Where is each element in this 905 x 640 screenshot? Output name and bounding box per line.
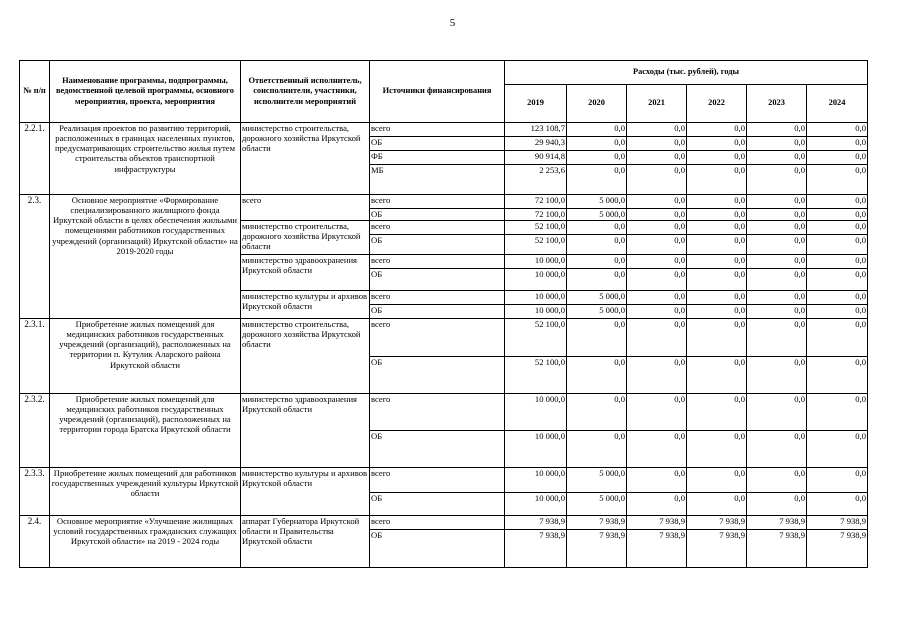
expense-value: 0,0 (687, 269, 747, 291)
expense-value: 0,0 (747, 137, 807, 151)
responsible-cell: министерство строительства, дорожного хозяйства Иркутской области (241, 221, 370, 255)
expense-value: 0,0 (807, 291, 868, 305)
section-number: 2.3. (20, 195, 50, 319)
expense-value: 0,0 (807, 394, 868, 431)
expense-value: 0,0 (807, 255, 868, 269)
expense-value: 0,0 (627, 394, 687, 431)
expense-value: 0,0 (807, 195, 868, 209)
expense-value: 52 100,0 (505, 319, 567, 357)
funding-source: ОБ (370, 357, 505, 394)
expense-value: 7 938,9 (567, 516, 627, 530)
expense-value: 0,0 (567, 165, 627, 195)
expense-value: 5 000,0 (567, 195, 627, 209)
expense-value: 10 000,0 (505, 305, 567, 319)
expense-value: 10 000,0 (505, 468, 567, 493)
funding-source: ОБ (370, 305, 505, 319)
expense-value: 0,0 (687, 235, 747, 255)
table-row (20, 516, 868, 530)
expense-value: 0,0 (627, 235, 687, 255)
expense-value: 10 000,0 (505, 493, 567, 516)
expense-value: 0,0 (567, 319, 627, 357)
expense-value: 7 938,9 (747, 516, 807, 530)
responsible-cell: министерство строительства, дорожного хозяйства Иркутской области (241, 123, 370, 195)
expense-value: 0,0 (807, 123, 868, 137)
expense-value: 0,0 (807, 269, 868, 291)
expense-value: 0,0 (567, 255, 627, 269)
table-body (20, 123, 868, 568)
responsible-cell: министерство культуры и архивов Иркутской области (241, 291, 370, 319)
expense-value: 0,0 (687, 123, 747, 137)
expense-value: 0,0 (687, 394, 747, 431)
funding-source: ОБ (370, 137, 505, 151)
funding-source: всего (370, 255, 505, 269)
expense-value: 0,0 (807, 235, 868, 255)
expense-value: 10 000,0 (505, 255, 567, 269)
funding-source: ОБ (370, 431, 505, 468)
expense-value: 7 938,9 (687, 530, 747, 568)
expense-value: 7 938,9 (687, 516, 747, 530)
table-row (20, 123, 868, 137)
expense-value: 0,0 (627, 431, 687, 468)
funding-source: ОБ (370, 530, 505, 568)
expense-value: 5 000,0 (567, 468, 627, 493)
expense-value: 0,0 (567, 221, 627, 235)
expense-value: 5 000,0 (567, 291, 627, 305)
expense-value: 0,0 (747, 269, 807, 291)
expense-value: 0,0 (687, 151, 747, 165)
expense-value: 0,0 (807, 151, 868, 165)
responsible-cell: министерство здравоохранения Иркутской области (241, 255, 370, 291)
expense-value: 0,0 (747, 431, 807, 468)
expense-value: 0,0 (567, 123, 627, 137)
expense-value: 7 938,9 (505, 516, 567, 530)
expense-value: 0,0 (687, 255, 747, 269)
section-number: 2.3.3. (20, 468, 50, 516)
header-year: 2024 (807, 85, 868, 123)
expense-value: 0,0 (747, 255, 807, 269)
expense-value: 0,0 (807, 468, 868, 493)
expense-value: 0,0 (627, 305, 687, 319)
table-row (20, 394, 868, 431)
expense-value: 7 938,9 (567, 530, 627, 568)
expense-value: 0,0 (687, 137, 747, 151)
funding-source: всего (370, 221, 505, 235)
expense-value: 0,0 (567, 137, 627, 151)
expense-value: 7 938,9 (505, 530, 567, 568)
expense-value: 0,0 (627, 291, 687, 305)
expense-value: 0,0 (567, 394, 627, 431)
section-number: 2.3.2. (20, 394, 50, 468)
expense-value: 0,0 (567, 235, 627, 255)
expense-value: 123 108,7 (505, 123, 567, 137)
expense-value: 0,0 (747, 468, 807, 493)
expense-value: 0,0 (747, 151, 807, 165)
expense-value: 0,0 (627, 209, 687, 221)
expense-value: 52 100,0 (505, 357, 567, 394)
expense-value: 29 940,3 (505, 137, 567, 151)
expense-value: 0,0 (807, 493, 868, 516)
header-expenses: Расходы (тыс. рублей), годы (505, 61, 868, 85)
expense-value: 0,0 (567, 151, 627, 165)
expense-value: 0,0 (627, 468, 687, 493)
expense-value: 10 000,0 (505, 269, 567, 291)
funding-source: всего (370, 291, 505, 305)
expense-value: 7 938,9 (807, 530, 868, 568)
expenses-table (19, 60, 868, 568)
expense-value: 0,0 (807, 357, 868, 394)
expense-value: 0,0 (627, 221, 687, 235)
responsible-cell: аппарат Губернатора Иркутской области и Правительства Иркутской области (241, 516, 370, 568)
expense-value: 0,0 (747, 209, 807, 221)
expense-value: 72 100,0 (505, 195, 567, 209)
expense-value: 10 000,0 (505, 431, 567, 468)
expense-value: 0,0 (687, 493, 747, 516)
expense-value: 2 253,6 (505, 165, 567, 195)
funding-source: МБ (370, 165, 505, 195)
responsible-cell: всего (241, 195, 370, 221)
expense-value: 0,0 (687, 209, 747, 221)
expense-value: 0,0 (687, 357, 747, 394)
expense-value: 0,0 (567, 431, 627, 468)
section-name: Приобретение жилых помещений для медицинских работников государственных учреждений (организаций), расположенных на территории п. Кутулик Аларского района Иркутской области (50, 319, 241, 394)
funding-source: всего (370, 195, 505, 209)
expense-value: 0,0 (627, 319, 687, 357)
section-name: Основное мероприятие «Формирование специализированного жилищного фонда Иркутской области в целях обеспечения жильыми помещениями работников государственных учреждений (организаций) Иркутской области» на 2019-2020 годы (50, 195, 241, 319)
expense-value: 0,0 (747, 235, 807, 255)
header-source: Источники финансирования (370, 61, 505, 123)
funding-source: всего (370, 468, 505, 493)
expense-value: 10 000,0 (505, 394, 567, 431)
expense-value: 0,0 (627, 123, 687, 137)
expense-value: 7 938,9 (627, 516, 687, 530)
expense-value: 0,0 (747, 123, 807, 137)
expense-value: 0,0 (747, 291, 807, 305)
expense-value: 7 938,9 (627, 530, 687, 568)
responsible-cell: министерство здравоохранения Иркутской области (241, 394, 370, 468)
expense-value: 0,0 (687, 291, 747, 305)
funding-source: всего (370, 516, 505, 530)
expense-value: 0,0 (807, 209, 868, 221)
expense-value: 0,0 (747, 493, 807, 516)
expense-value: 0,0 (687, 319, 747, 357)
expense-value: 0,0 (627, 269, 687, 291)
expense-value: 5 000,0 (567, 305, 627, 319)
page-number: 5 (449, 17, 456, 29)
expense-value: 0,0 (807, 431, 868, 468)
expense-value: 0,0 (567, 269, 627, 291)
table-row (20, 468, 868, 493)
header-year: 2023 (747, 85, 807, 123)
expense-value: 0,0 (747, 319, 807, 357)
expense-value: 0,0 (687, 431, 747, 468)
expense-value: 10 000,0 (505, 291, 567, 305)
table-row (20, 195, 868, 209)
header-year: 2021 (627, 85, 687, 123)
funding-source: ОБ (370, 269, 505, 291)
expense-value: 72 100,0 (505, 209, 567, 221)
expense-value: 0,0 (687, 165, 747, 195)
expense-value: 0,0 (567, 357, 627, 394)
expense-value: 0,0 (687, 468, 747, 493)
expense-value: 0,0 (807, 137, 868, 151)
section-name: Приобретение жилых помещений для медицинских работников государственных учреждений (организаций), расположенных на территории города Братска Иркутской области (50, 394, 241, 468)
expense-value: 0,0 (627, 255, 687, 269)
header-year: 2022 (687, 85, 747, 123)
expense-value: 0,0 (687, 305, 747, 319)
expense-value: 0,0 (807, 319, 868, 357)
expense-value: 52 100,0 (505, 235, 567, 255)
expense-value: 7 938,9 (747, 530, 807, 568)
expense-value: 0,0 (807, 221, 868, 235)
table-row (20, 319, 868, 357)
header-num: № п/п (20, 61, 50, 123)
header-name: Наименование программы, подпрограммы, ведомственной целевой программы, основного мероприятия, проекта, мероприятия (50, 61, 241, 123)
responsible-cell: министерство строительства, дорожного хозяйства Иркутской области (241, 319, 370, 394)
funding-source: ОБ (370, 209, 505, 221)
expense-value: 0,0 (747, 357, 807, 394)
expense-value: 52 100,0 (505, 221, 567, 235)
header-year: 2019 (505, 85, 567, 123)
header-year: 2020 (567, 85, 627, 123)
expense-value: 0,0 (807, 165, 868, 195)
expense-value: 5 000,0 (567, 493, 627, 516)
funding-source: всего (370, 123, 505, 137)
funding-source: всего (370, 319, 505, 357)
section-name: Основное мероприятие «Улучшение жилищных условий государственных гражданских служащих Иркутской области» на 2019 - 2024 годы (50, 516, 241, 568)
funding-source: ОБ (370, 493, 505, 516)
expense-value: 0,0 (807, 305, 868, 319)
expense-value: 0,0 (627, 493, 687, 516)
funding-source: ФБ (370, 151, 505, 165)
section-number: 2.2.1. (20, 123, 50, 195)
expense-value: 0,0 (747, 221, 807, 235)
responsible-cell: министерство культуры и архивов Иркутской области (241, 468, 370, 516)
expense-value: 0,0 (627, 165, 687, 195)
section-number: 2.4. (20, 516, 50, 568)
expense-value: 0,0 (747, 394, 807, 431)
section-name: Приобретение жилых помещений для работников государственных учреждений культуры Иркутской области (50, 468, 241, 516)
expense-value: 5 000,0 (567, 209, 627, 221)
expense-value: 90 914,8 (505, 151, 567, 165)
section-name: Реализация проектов по развитию территорий, расположенных в границах населенных пунктов, предусматривающих строительство жилья путем строительства объектов транспортной инфраструктуры (50, 123, 241, 195)
expense-value: 0,0 (687, 221, 747, 235)
funding-source: всего (370, 394, 505, 431)
expense-value: 0,0 (627, 357, 687, 394)
expense-value: 0,0 (747, 305, 807, 319)
header-responsible: Ответственный исполнитель, соисполнители, участники, исполнители мероприятий (241, 61, 370, 123)
expense-value: 0,0 (747, 195, 807, 209)
expense-value: 0,0 (627, 151, 687, 165)
expense-value: 0,0 (627, 195, 687, 209)
expense-value: 0,0 (687, 195, 747, 209)
funding-source: ОБ (370, 235, 505, 255)
section-number: 2.3.1. (20, 319, 50, 394)
expense-value: 7 938,9 (807, 516, 868, 530)
expense-value: 0,0 (627, 137, 687, 151)
expense-value: 0,0 (747, 165, 807, 195)
